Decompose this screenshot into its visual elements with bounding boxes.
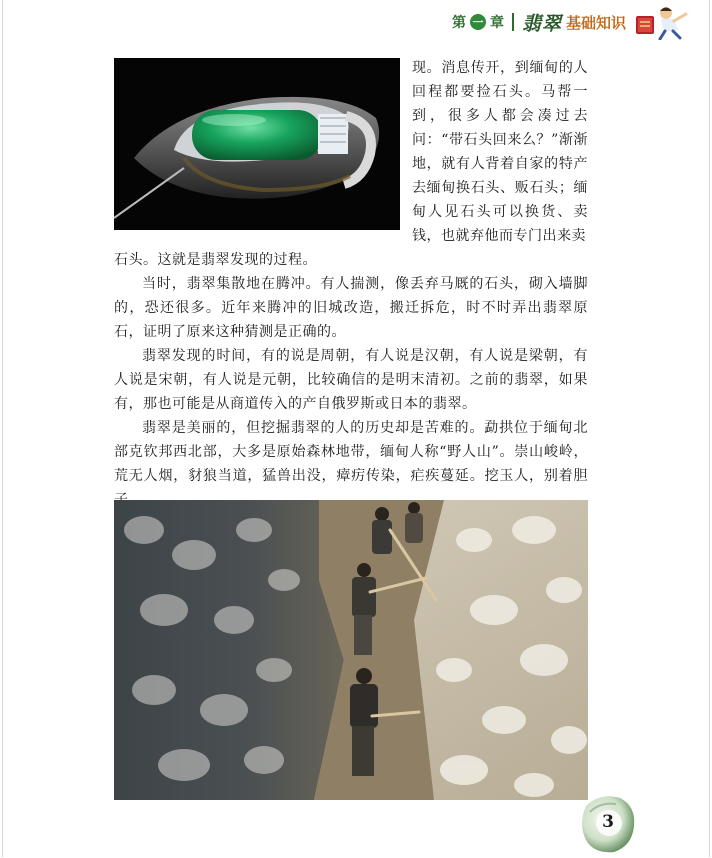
paragraph-continuation: 石头。这就是翡翠发现的过程。 (114, 252, 317, 268)
page-number-badge (578, 792, 638, 854)
paragraph-discovery-time: 翡翠发现的时间，有的说是周朝，有人说是汉朝，有人说是梁朝，有人说是宋朝，有人说是元朝，比较确信的是明末清初。之前的翡翠，如果有，那也可能是从商道传入的产自俄罗斯或日本的翡翠。 (114, 348, 588, 412)
jade-ring-photo (114, 58, 400, 230)
paragraph-tengchong: 当时，翡翠集散地在腾冲。有人揣测，像丢弃马厩的石头，砌入墙脚的，恐还很多。近年来腾冲的旧城改造，搬迁拆危，时不时弄出翡翠原石，证明了原来这种猜测是正确的。 (114, 276, 588, 340)
chapter-number-badge: 一 (470, 14, 486, 30)
chapter-suffix: 章 (489, 15, 504, 31)
page-number: 3 (602, 812, 614, 832)
jade-mining-photo (114, 500, 588, 800)
reading-mascot-icon (634, 4, 692, 40)
header-divider (512, 13, 514, 31)
header-subtitle: 基础知识 (565, 13, 626, 32)
paragraph-mining-history: 翡翠是美丽的，但挖掘翡翠的人的历史却是苦难的。勐拱位于缅甸北部克钦邦西北部，大多是原始森林地带，缅甸人称“野人山”。崇山峻岭，荒无人烟，豺狼当道，猛兽出没，瘴疠传染，疟疾蔓延。挖玉人，别着胆 (114, 420, 588, 484)
side-paragraph: 现。消息传开，到缅甸的人回程都要捡石头。马帮一到，很多人都会凑过去问：“带石头回来么？”渐渐地，就有人背着自家的特产去缅甸换石头、贩石头；缅甸人见石头可以换货、卖钱，也就弃他而专门出来卖 (412, 60, 588, 244)
chapter-prefix: 第 (451, 15, 466, 31)
page-border-right (709, 0, 710, 857)
page-header (452, 6, 692, 38)
page-border-left (2, 0, 3, 857)
header-brand: 翡翠 (521, 12, 562, 35)
